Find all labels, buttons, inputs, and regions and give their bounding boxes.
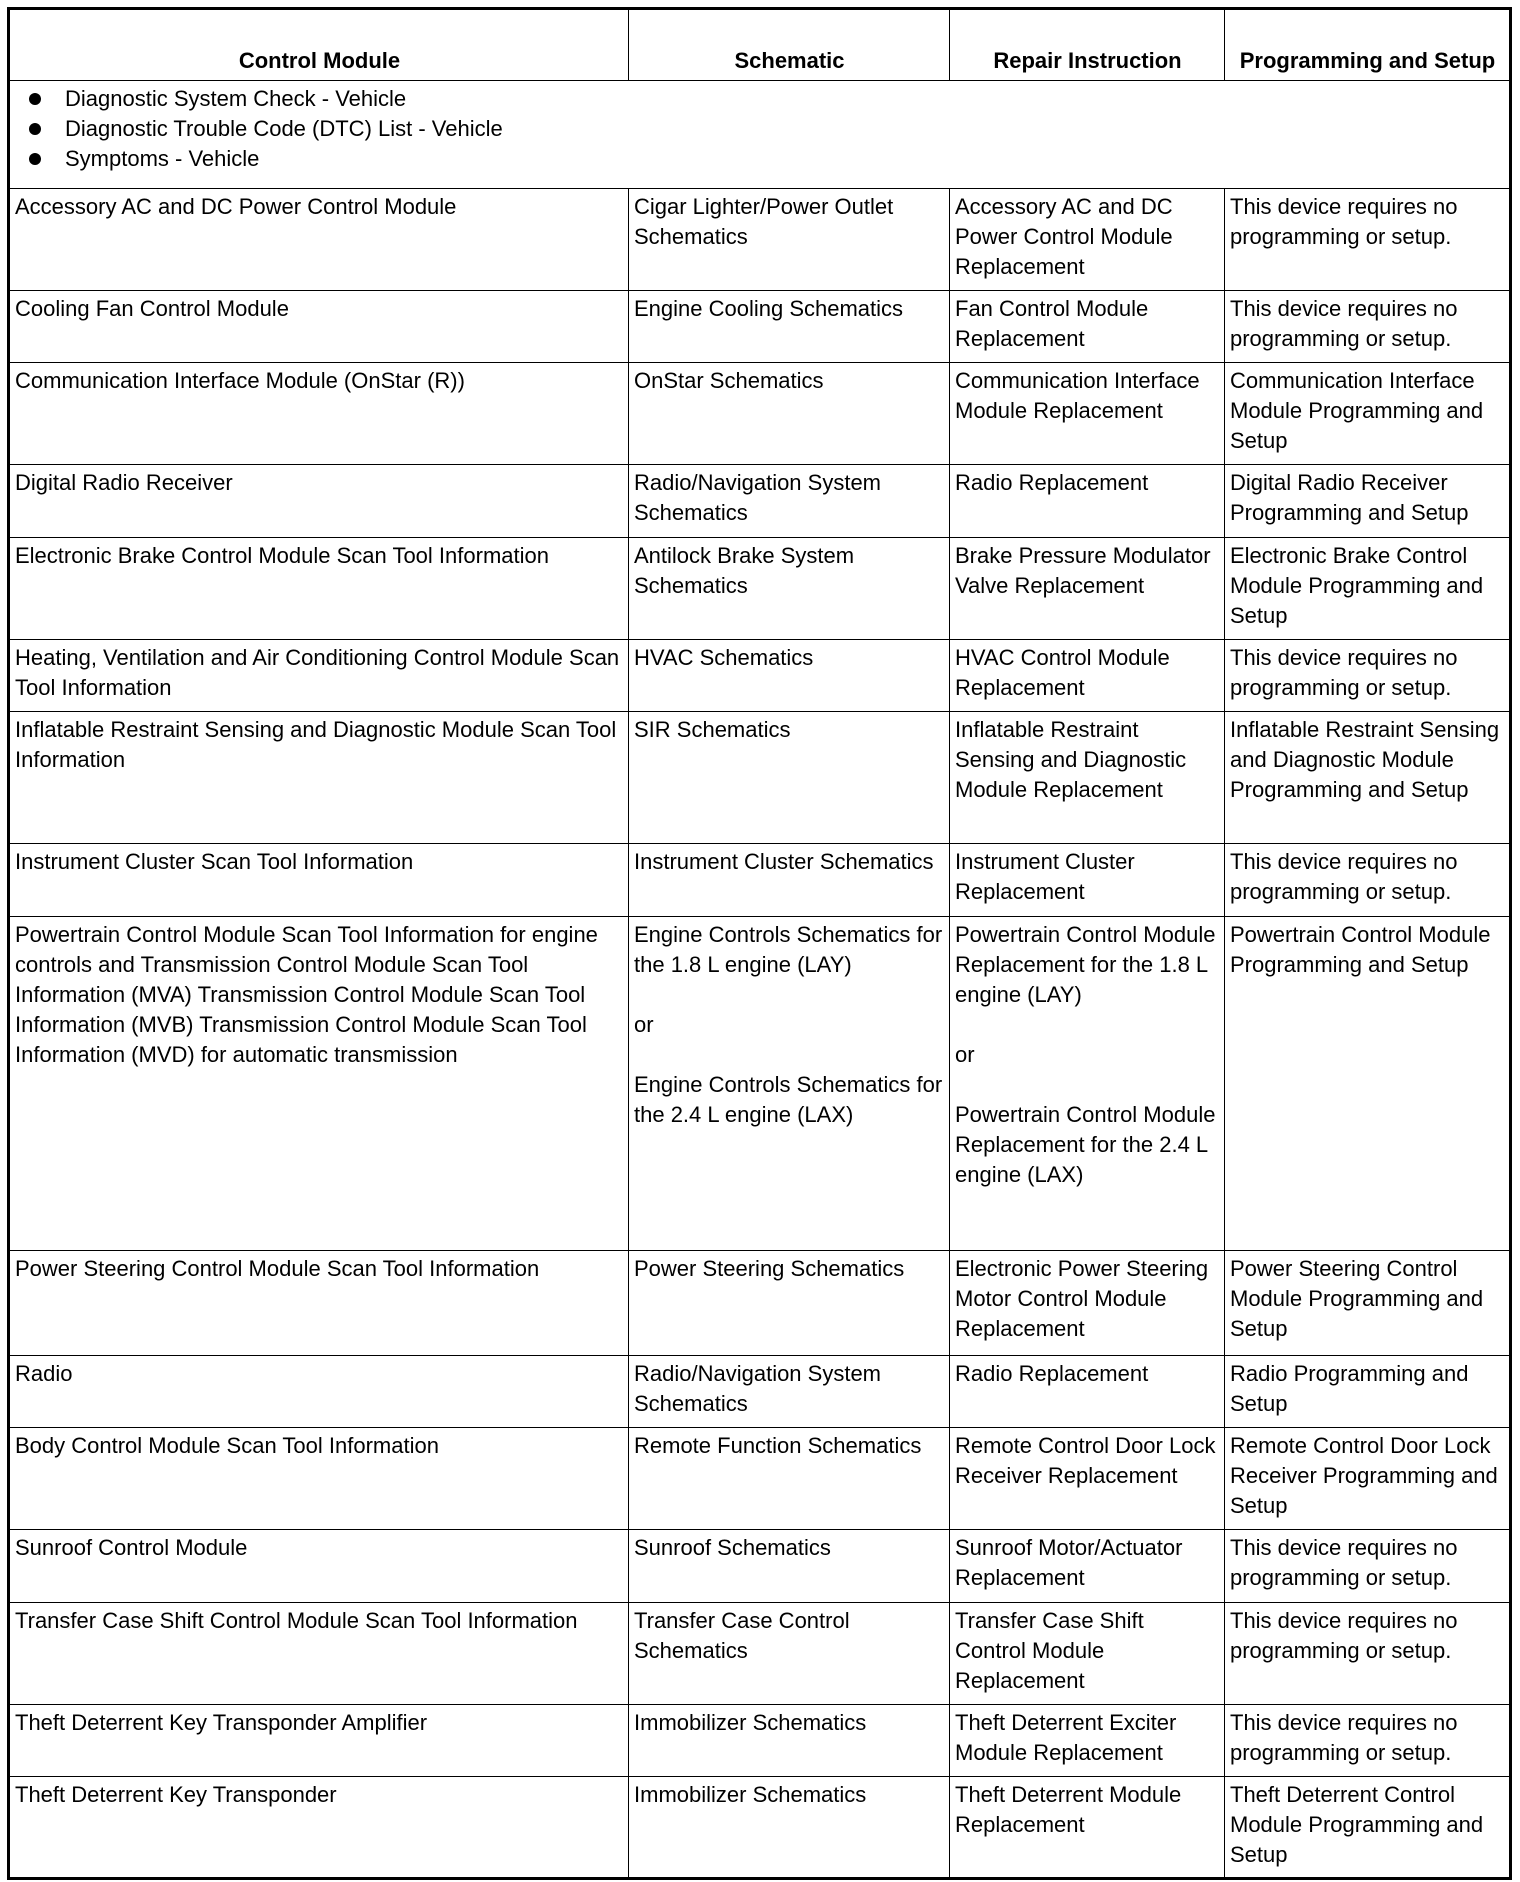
cell-programming-setup: This device requires no programming or setup. [1225,1530,1511,1603]
cell-programming-setup: This device requires no programming or setup. [1225,291,1511,363]
table-row [9,291,1511,363]
cell-programming-setup: This device requires no programming or setup. [1225,1603,1511,1705]
cell-control-module: Heating, Ventilation and Air Conditioning Control Module Scan Tool Information [9,640,629,712]
cell-repair-instruction: HVAC Control Module Replacement [950,640,1225,712]
cell-schematic: HVAC Schematics [629,640,950,712]
cell-control-module: Inflatable Restraint Sensing and Diagnostic Module Scan Tool Information [9,712,629,844]
bullet-item[interactable]: Diagnostic System Check - Vehicle [65,84,1505,114]
cell-control-module: Instrument Cluster Scan Tool Information [9,844,629,917]
cell-repair-instruction: Radio Replacement [950,1356,1225,1428]
header-row [9,9,1511,81]
cell-programming-setup: Digital Radio Receiver Programming and Setup [1225,465,1511,538]
table-row [9,465,1511,538]
cell-repair-instruction: Remote Control Door Lock Receiver Replacement [950,1428,1225,1530]
cell-control-module: Power Steering Control Module Scan Tool Information [9,1251,629,1356]
cell-repair-instruction: Accessory AC and DC Power Control Module Replacement [950,189,1225,291]
bullet-cell [9,81,1511,189]
cell-control-module: Sunroof Control Module [9,1530,629,1603]
cell-schematic: Power Steering Schematics [629,1251,950,1356]
table-row [9,1356,1511,1428]
cell-schematic: Radio/Navigation System Schematics [629,465,950,538]
cell-repair-instruction: Theft Deterrent Module Replacement [950,1777,1225,1879]
cell-programming-setup: This device requires no programming or setup. [1225,1705,1511,1777]
cell-programming-setup: Radio Programming and Setup [1225,1356,1511,1428]
cell-control-module: Body Control Module Scan Tool Information [9,1428,629,1530]
cell-repair-instruction: Powertrain Control Module Replacement for the 1.8 L engine (LAY) or Powertrain Control Module Replacement for the 2.4 L engine (LAX) [950,917,1225,1251]
cell-repair-instruction: Fan Control Module Replacement [950,291,1225,363]
table-row [9,1530,1511,1603]
cell-control-module: Theft Deterrent Key Transponder Amplifier [9,1705,629,1777]
cell-control-module: Accessory AC and DC Power Control Module [9,189,629,291]
cell-programming-setup: Remote Control Door Lock Receiver Programming and Setup [1225,1428,1511,1530]
cell-schematic: Engine Controls Schematics for the 1.8 L engine (LAY) or Engine Controls Schematics for the 2.4 L engine (LAX) [629,917,950,1251]
cell-schematic: Cigar Lighter/Power Outlet Schematics [629,189,950,291]
table-row [9,1603,1511,1705]
bullet-list [15,84,1505,174]
table-row [9,844,1511,917]
control-module-table [7,7,1512,1880]
cell-control-module: Electronic Brake Control Module Scan Tool Information [9,538,629,640]
cell-repair-instruction: Radio Replacement [950,465,1225,538]
cell-schematic: Transfer Case Control Schematics [629,1603,950,1705]
cell-programming-setup: This device requires no programming or setup. [1225,844,1511,917]
cell-repair-instruction: Communication Interface Module Replacement [950,363,1225,465]
cell-schematic: Sunroof Schematics [629,1530,950,1603]
table-row [9,189,1511,291]
cell-schematic: Instrument Cluster Schematics [629,844,950,917]
cell-programming-setup: Theft Deterrent Control Module Programming and Setup [1225,1777,1511,1879]
cell-repair-instruction: Sunroof Motor/Actuator Replacement [950,1530,1225,1603]
table-row [9,640,1511,712]
header-repair-instruction: Repair Instruction [950,9,1225,81]
cell-repair-instruction: Instrument Cluster Replacement [950,844,1225,917]
table-row [9,538,1511,640]
bullet-item[interactable]: Diagnostic Trouble Code (DTC) List - Vehicle [65,114,1505,144]
cell-programming-setup: Communication Interface Module Programming and Setup [1225,363,1511,465]
cell-control-module: Transfer Case Shift Control Module Scan Tool Information [9,1603,629,1705]
cell-control-module: Cooling Fan Control Module [9,291,629,363]
table-row [9,1428,1511,1530]
cell-repair-instruction: Brake Pressure Modulator Valve Replacement [950,538,1225,640]
cell-schematic: Radio/Navigation System Schematics [629,1356,950,1428]
table-row [9,363,1511,465]
cell-programming-setup: This device requires no programming or setup. [1225,189,1511,291]
cell-repair-instruction: Inflatable Restraint Sensing and Diagnostic Module Replacement [950,712,1225,844]
cell-programming-setup: Electronic Brake Control Module Programming and Setup [1225,538,1511,640]
cell-repair-instruction: Theft Deterrent Exciter Module Replacement [950,1705,1225,1777]
cell-schematic: Antilock Brake System Schematics [629,538,950,640]
cell-control-module: Radio [9,1356,629,1428]
cell-schematic: Engine Cooling Schematics [629,291,950,363]
cell-schematic: OnStar Schematics [629,363,950,465]
header-programming-setup: Programming and Setup [1225,9,1511,81]
header-control-module: Control Module [9,9,629,81]
cell-schematic: Immobilizer Schematics [629,1705,950,1777]
cell-control-module: Powertrain Control Module Scan Tool Information for engine controls and Transmission Control Module Scan Tool Information (MVA) Transmission Control Module Scan Tool Information (MVB) Transmission Control Module Scan Tool Information (MVD) for automatic transmission [9,917,629,1251]
table-row [9,1777,1511,1879]
cell-control-module: Theft Deterrent Key Transponder [9,1777,629,1879]
cell-control-module: Communication Interface Module (OnStar (R)) [9,363,629,465]
table-row [9,1705,1511,1777]
bullet-item[interactable]: Symptoms - Vehicle [65,144,1505,174]
cell-repair-instruction: Electronic Power Steering Motor Control Module Replacement [950,1251,1225,1356]
table-row [9,1251,1511,1356]
cell-control-module: Digital Radio Receiver [9,465,629,538]
cell-schematic: Immobilizer Schematics [629,1777,950,1879]
cell-programming-setup: This device requires no programming or setup. [1225,640,1511,712]
cell-schematic: SIR Schematics [629,712,950,844]
cell-programming-setup: Inflatable Restraint Sensing and Diagnostic Module Programming and Setup [1225,712,1511,844]
header-schematic: Schematic [629,9,950,81]
table-row [9,712,1511,844]
cell-programming-setup: Powertrain Control Module Programming and Setup [1225,917,1511,1251]
cell-schematic: Remote Function Schematics [629,1428,950,1530]
bullet-row [9,81,1511,189]
cell-repair-instruction: Transfer Case Shift Control Module Replacement [950,1603,1225,1705]
cell-programming-setup: Power Steering Control Module Programming and Setup [1225,1251,1511,1356]
table-row [9,917,1511,1251]
